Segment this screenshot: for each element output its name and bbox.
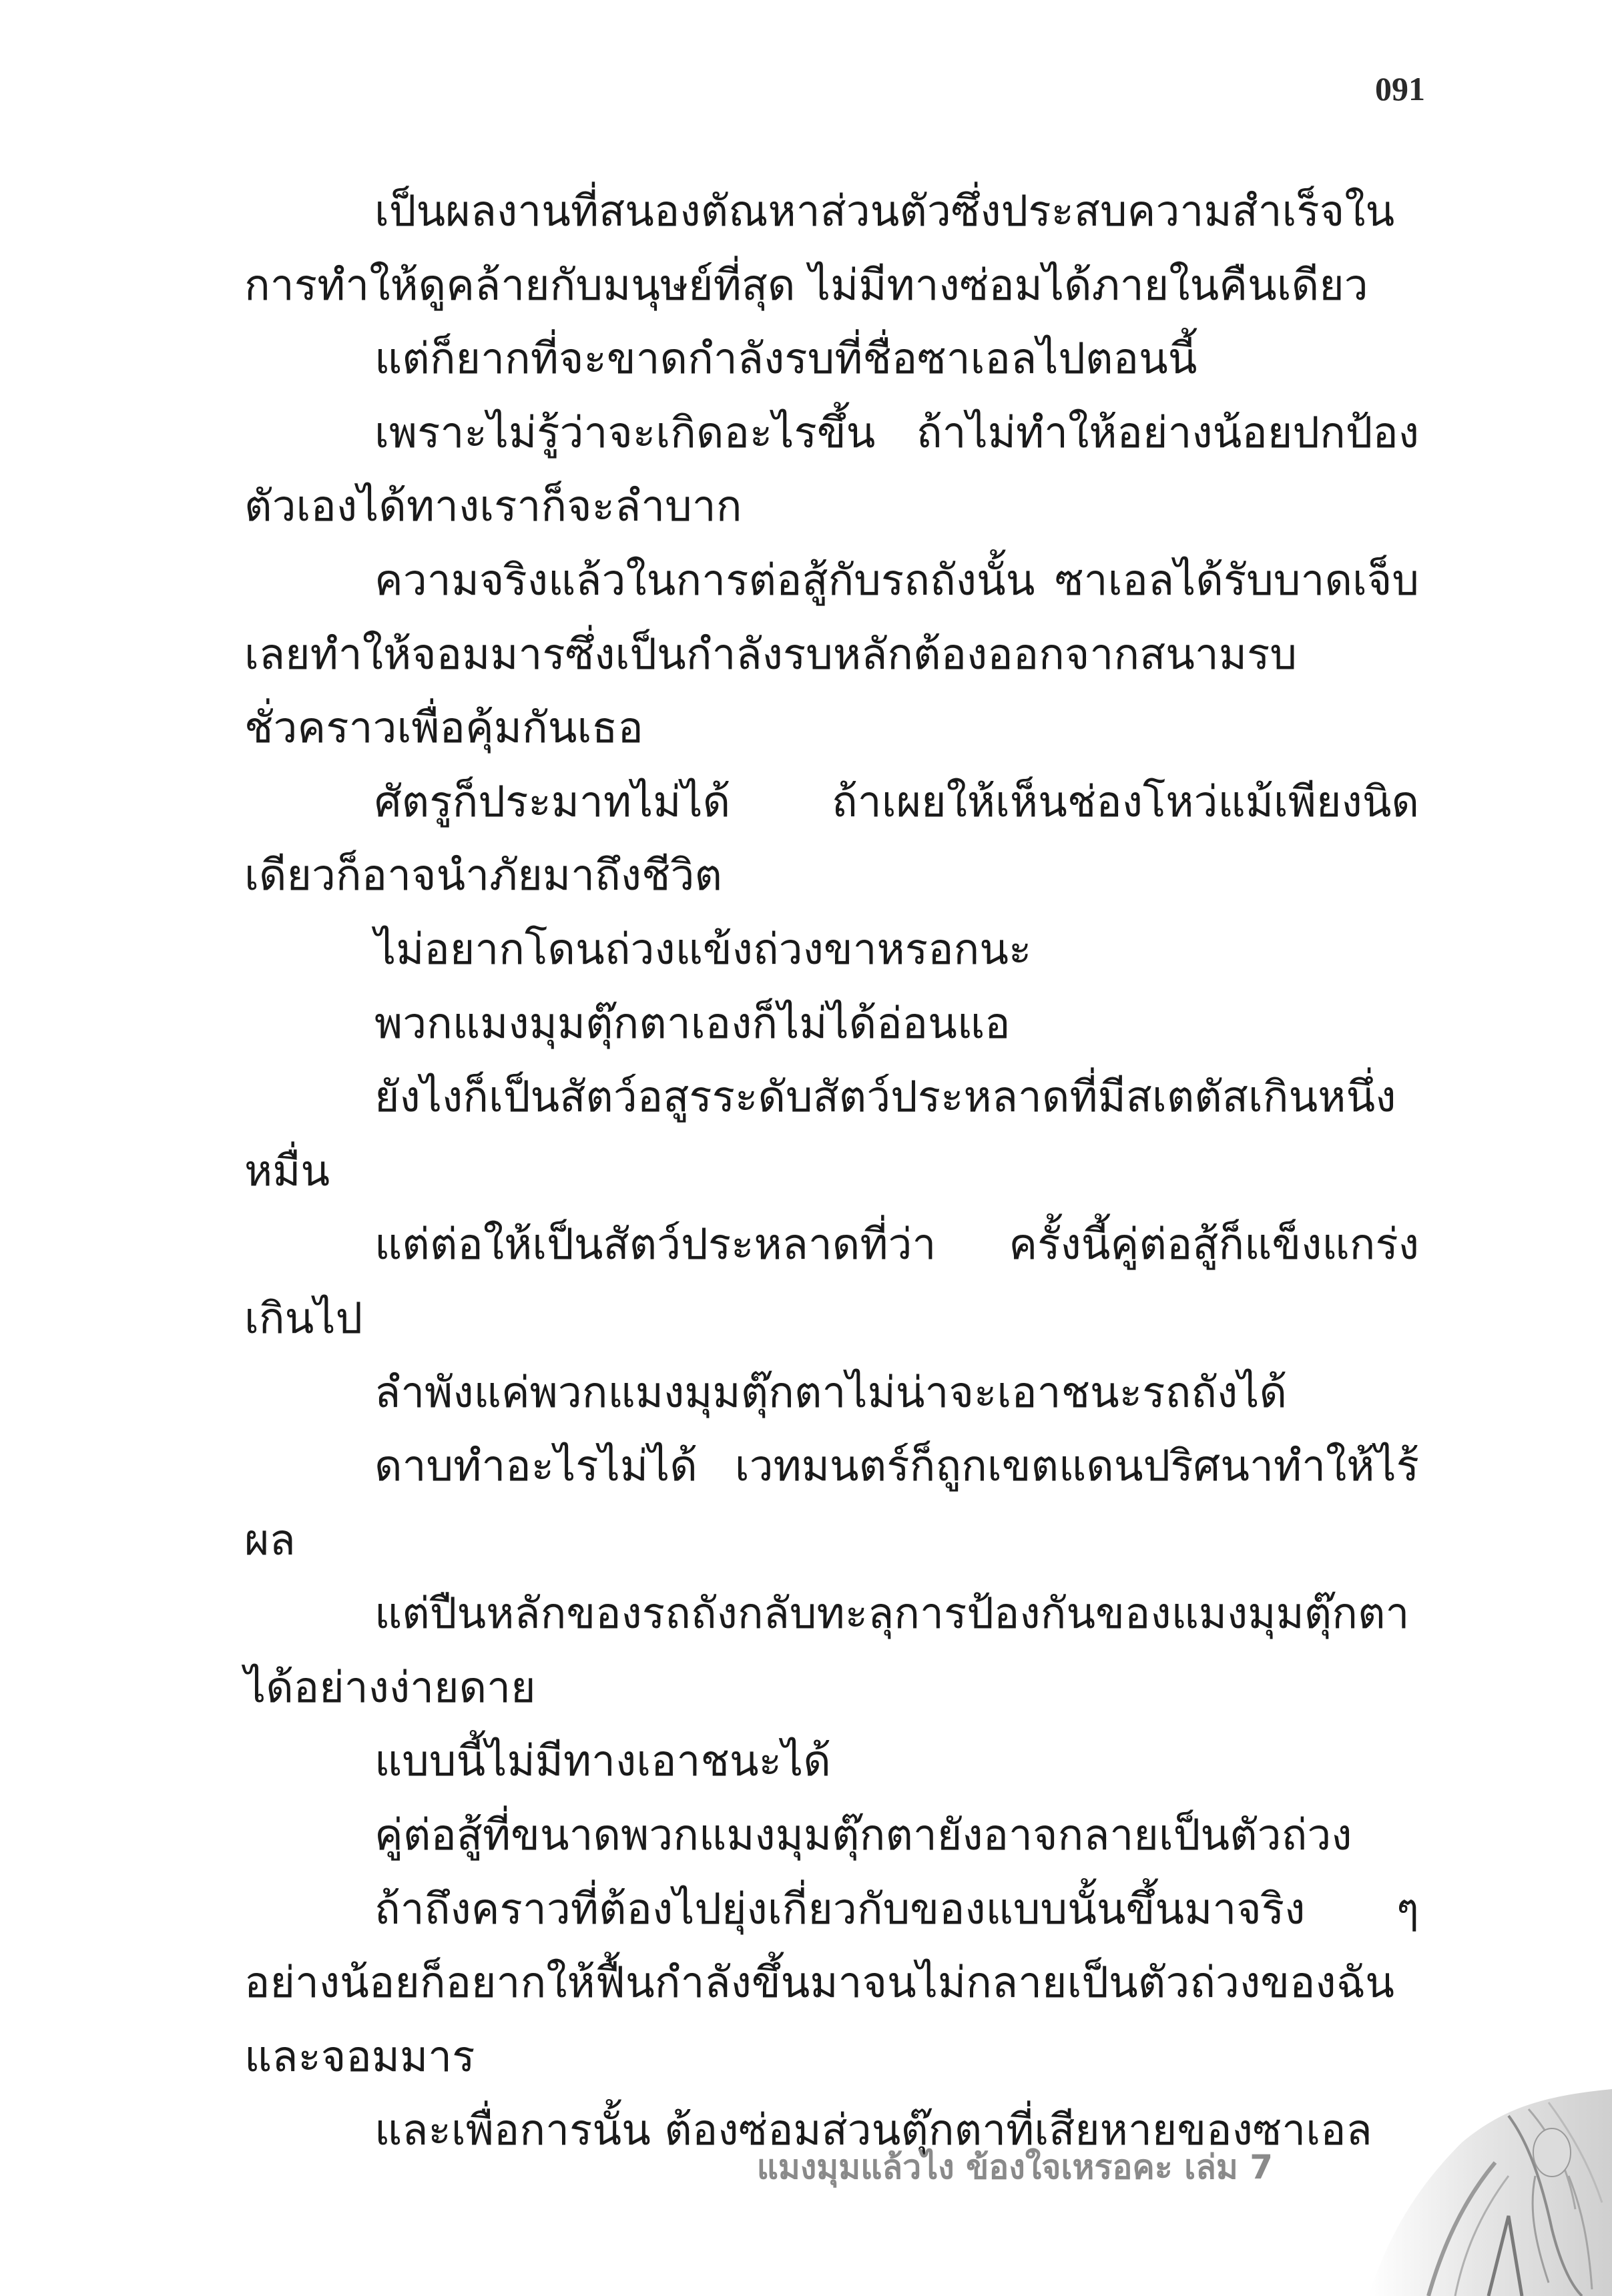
footer-book-title: แมงมุมแล้วไง ข้องใจเหรอคะ เล่ม 7: [756, 2148, 1273, 2187]
paragraph: เพราะไม่รู้ว่าจะเกิดอะไรขึ้น ถ้าไม่ทำให้อย่างน้อยปกป้องตัวเองได้ทางเราก็จะลำบาก: [244, 408, 1419, 532]
paragraph: และเพื่อการนั้น ต้องซ่อมส่วนตุ๊กตาที่เสียหายของซาเอล: [374, 2106, 1372, 2156]
paragraph: ศัตรูก็ประมาทไม่ได้ ถ้าเผยให้เห็นช่องโหว่แม้เพียงนิดเดียวก็อาจนำภัยมาถึงชีวิต: [244, 777, 1419, 901]
paragraph: ถ้าถึงคราวที่ต้องไปยุ่งเกี่ยวกับของแบบนั้นขึ้นมาจริง ๆ อย่างน้อยก็อยากให้ฟื้นกำลังขึ้นมาจนไม่กลายเป็นตัวถ่วงของฉันและจอมมาร: [244, 1884, 1419, 2082]
page-number: 091: [1375, 70, 1425, 107]
paragraph: คู่ต่อสู้ที่ขนาดพวกแมงมุมตุ๊กตายังอาจกลายเป็นตัวถ่วง: [374, 1811, 1352, 1861]
corner-illustration: [1288, 2089, 1612, 2296]
paragraph: แต่ต่อให้เป็นสัตว์ประหลาดที่ว่า ครั้งนี้คู่ต่อสู้ก็แข็งแกร่งเกินไป: [244, 1220, 1419, 1344]
paragraph: ยังไงก็เป็นสัตว์อสูรระดับสัตว์ประหลาดที่มีสเตตัสเกินหนึ่งหมื่น: [244, 1073, 1396, 1196]
paragraph: ลำพังแค่พวกแมงมุมตุ๊กตาไม่น่าจะเอาชนะรถถังได้: [374, 1368, 1288, 1418]
paragraph: เป็นผลงานที่สนองตัณหาส่วนตัวซึ่งประสบความสำเร็จในการทำให้ดูคล้ายกับมนุษย์ที่สุด ไม่มีทางซ่อมได้ภายในคืนเดียว: [244, 187, 1395, 310]
paragraph: แต่ก็ยากที่จะขาดกำลังรบที่ชื่อซาเอลไปตอนนี้: [374, 334, 1197, 384]
paragraph: พวกแมงมุมตุ๊กตาเองก็ไม่ได้อ่อนแอ: [374, 998, 1011, 1049]
paragraph: แต่ปืนหลักของรถถังกลับทะลุการป้องกันของแมงมุมตุ๊กตาได้อย่างง่ายดาย: [244, 1589, 1410, 1713]
paragraph: ความจริงแล้วในการต่อสู้กับรถถังนั้น ซาเอลได้รับบาดเจ็บเลยทำให้จอมมารซึ่งเป็นกำลังรบหลักต้องออกจากสนามรบชั่วคราวเพื่อคุ้มกันเธอ: [244, 555, 1419, 754]
paragraph: แบบนี้ไม่มีทางเอาชนะได้: [374, 1737, 831, 1787]
paragraph: ไม่อยากโดนถ่วงแข้งถ่วงขาหรอกนะ: [374, 924, 1032, 974]
paragraph: ดาบทำอะไรไม่ได้ เวทมนตร์ก็ถูกเขตแดนปริศนาทำให้ไร้ผล: [244, 1442, 1419, 1565]
body-text: [244, 175, 1419, 2168]
